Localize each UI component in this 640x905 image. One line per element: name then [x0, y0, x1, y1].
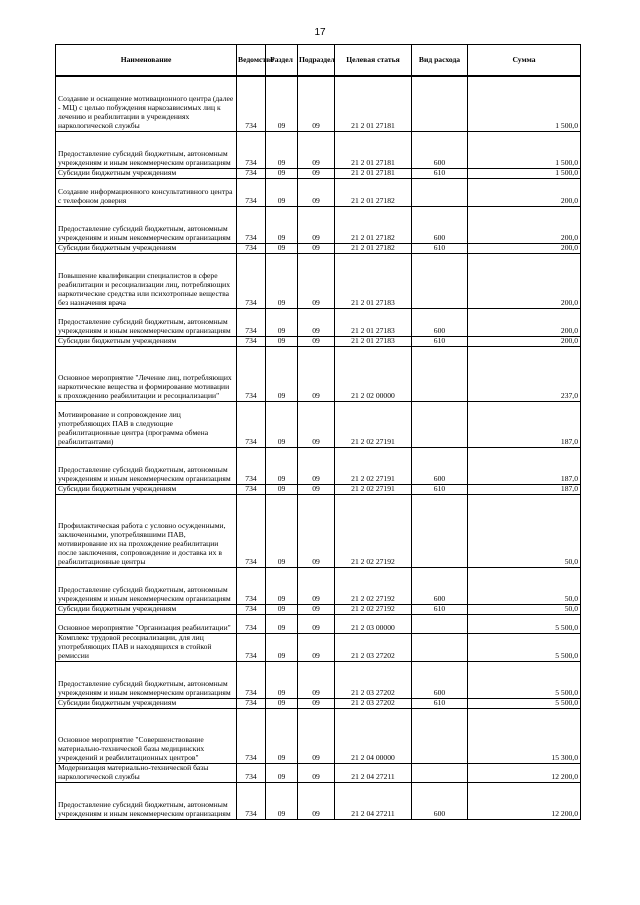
table-row	[56, 698, 581, 708]
row-section: 09	[266, 168, 298, 178]
row-subsection: 09	[298, 494, 335, 567]
row-name: Предоставление субсидий бюджетным, автономным учреждениям и иным некоммерческим организациям	[56, 661, 237, 698]
row-department: 734	[237, 763, 266, 782]
row-name: Предоставление субсидий бюджетным, автономным учреждениям и иным некоммерческим организациям	[56, 782, 237, 819]
row-amount: 5 500,0	[468, 698, 581, 708]
budget-table	[55, 44, 581, 820]
table-row	[56, 763, 581, 782]
row-section: 09	[266, 206, 298, 243]
row-subsection: 09	[298, 206, 335, 243]
row-target-article: 21 2 01 27181	[335, 131, 412, 168]
row-section: 09	[266, 131, 298, 168]
table-row	[56, 178, 581, 206]
row-section: 09	[266, 253, 298, 308]
row-department: 734	[237, 567, 266, 604]
table-row	[56, 782, 581, 819]
row-section: 09	[266, 698, 298, 708]
row-department: 734	[237, 782, 266, 819]
row-amount: 5 500,0	[468, 633, 581, 661]
row-section: 09	[266, 447, 298, 484]
row-subsection: 09	[298, 336, 335, 346]
row-target-article: 21 2 02 27191	[335, 447, 412, 484]
row-department: 734	[237, 661, 266, 698]
row-expense-type: 610	[412, 168, 468, 178]
row-name: Субсидии бюджетным учреждениям	[56, 336, 237, 346]
table-row	[56, 661, 581, 698]
row-amount: 1 500,0	[468, 168, 581, 178]
row-section: 09	[266, 76, 298, 131]
row-section: 09	[266, 401, 298, 447]
row-amount: 50,0	[468, 604, 581, 614]
row-amount: 1 500,0	[468, 131, 581, 168]
row-target-article: 21 2 02 27191	[335, 401, 412, 447]
row-expense-type: 600	[412, 206, 468, 243]
row-expense-type: 600	[412, 308, 468, 336]
row-subsection: 09	[298, 567, 335, 604]
row-target-article: 21 2 03 27202	[335, 661, 412, 698]
header-target-article: Целевая статья	[335, 45, 412, 77]
row-subsection: 09	[298, 168, 335, 178]
table-row	[56, 614, 581, 633]
row-target-article: 21 2 03 27202	[335, 698, 412, 708]
row-department: 734	[237, 614, 266, 633]
row-name: Субсидии бюджетным учреждениям	[56, 168, 237, 178]
row-subsection: 09	[298, 698, 335, 708]
table-row	[56, 253, 581, 308]
table-row	[56, 708, 581, 763]
header-subsection: Подраздел	[298, 45, 335, 77]
row-target-article: 21 2 02 27191	[335, 484, 412, 494]
row-expense-type: 600	[412, 567, 468, 604]
row-department: 734	[237, 168, 266, 178]
row-expense-type	[412, 178, 468, 206]
row-target-article: 21 2 01 27182	[335, 178, 412, 206]
row-name: Основное мероприятие "Организация реабилитации"	[56, 614, 237, 633]
row-target-article: 21 2 04 00000	[335, 708, 412, 763]
table-row	[56, 604, 581, 614]
row-name: Основное мероприятие "Совершенствование материально-технической базы медицинских учреждений и реабилитационных центров"	[56, 708, 237, 763]
table-row	[56, 308, 581, 336]
row-expense-type: 610	[412, 336, 468, 346]
row-section: 09	[266, 604, 298, 614]
row-expense-type	[412, 633, 468, 661]
table-row	[56, 168, 581, 178]
row-amount: 5 500,0	[468, 661, 581, 698]
table-row	[56, 447, 581, 484]
table-row	[56, 346, 581, 401]
row-subsection: 09	[298, 484, 335, 494]
table-row	[56, 243, 581, 253]
header-section: Раздел	[266, 45, 298, 77]
row-name: Создание и оснащение мотивационного центра (далее - МЦ) с целью побуждения наркозависимых лиц к лечению и реабилитации в учреждениях наркологической службы	[56, 76, 237, 131]
row-name: Предоставление субсидий бюджетным, автономным учреждениям и иным некоммерческим организациям	[56, 447, 237, 484]
table-header-row	[56, 45, 581, 77]
row-name: Предоставление субсидий бюджетным, автономным учреждениям и иным некоммерческим организациям	[56, 131, 237, 168]
row-section: 09	[266, 763, 298, 782]
row-amount: 200,0	[468, 253, 581, 308]
row-expense-type: 610	[412, 698, 468, 708]
row-amount: 200,0	[468, 243, 581, 253]
row-name: Предоставление субсидий бюджетным, автономным учреждениям и иным некоммерческим организациям	[56, 308, 237, 336]
row-amount: 187,0	[468, 401, 581, 447]
row-department: 734	[237, 308, 266, 336]
row-department: 734	[237, 178, 266, 206]
row-amount: 187,0	[468, 447, 581, 484]
row-expense-type: 610	[412, 604, 468, 614]
table-row	[56, 633, 581, 661]
row-department: 734	[237, 494, 266, 567]
row-subsection: 09	[298, 131, 335, 168]
header-amount: Сумма	[468, 45, 581, 77]
row-subsection: 09	[298, 308, 335, 336]
row-section: 09	[266, 346, 298, 401]
row-subsection: 09	[298, 661, 335, 698]
row-section: 09	[266, 243, 298, 253]
row-expense-type	[412, 401, 468, 447]
row-department: 734	[237, 604, 266, 614]
row-target-article: 21 2 01 27183	[335, 308, 412, 336]
row-amount: 237,0	[468, 346, 581, 401]
row-department: 734	[237, 76, 266, 131]
row-department: 734	[237, 633, 266, 661]
table-row	[56, 206, 581, 243]
page-number: 17	[314, 27, 326, 38]
row-subsection: 09	[298, 346, 335, 401]
row-target-article: 21 2 02 27192	[335, 567, 412, 604]
row-subsection: 09	[298, 614, 335, 633]
row-department: 734	[237, 401, 266, 447]
row-amount: 5 500,0	[468, 614, 581, 633]
row-amount: 12 200,0	[468, 763, 581, 782]
header-department: Ведомство	[237, 45, 266, 77]
row-expense-type: 610	[412, 484, 468, 494]
row-expense-type	[412, 708, 468, 763]
row-name: Профилактическая работа с условно осужденными, заключенными, употреблявшими ПАВ, мотивирование их на прохождение реабилитации после заключения, сопровождение и доставка их в реабилитационные центры	[56, 494, 237, 567]
row-target-article: 21 2 01 27183	[335, 253, 412, 308]
row-expense-type	[412, 494, 468, 567]
header-name: Наименование	[56, 45, 237, 77]
row-amount: 200,0	[468, 308, 581, 336]
row-name: Предоставление субсидий бюджетным, автономным учреждениям и иным некоммерческим организациям	[56, 567, 237, 604]
row-target-article: 21 2 01 27182	[335, 243, 412, 253]
row-section: 09	[266, 661, 298, 698]
row-section: 09	[266, 336, 298, 346]
row-department: 734	[237, 336, 266, 346]
row-subsection: 09	[298, 243, 335, 253]
row-subsection: 09	[298, 763, 335, 782]
row-section: 09	[266, 178, 298, 206]
table-row	[56, 484, 581, 494]
row-department: 734	[237, 131, 266, 168]
row-section: 09	[266, 308, 298, 336]
row-section: 09	[266, 494, 298, 567]
row-amount: 1 500,0	[468, 76, 581, 131]
row-subsection: 09	[298, 604, 335, 614]
row-subsection: 09	[298, 708, 335, 763]
row-target-article: 21 2 03 00000	[335, 614, 412, 633]
row-name: Субсидии бюджетным учреждениям	[56, 243, 237, 253]
row-expense-type	[412, 346, 468, 401]
row-section: 09	[266, 782, 298, 819]
header-expense-type: Вид расхода	[412, 45, 468, 77]
row-subsection: 09	[298, 178, 335, 206]
row-target-article: 21 2 04 27211	[335, 782, 412, 819]
row-expense-type	[412, 76, 468, 131]
row-name: Субсидии бюджетным учреждениям	[56, 698, 237, 708]
row-name: Модернизация материально-технической базы наркологической службы	[56, 763, 237, 782]
row-target-article: 21 2 02 00000	[335, 346, 412, 401]
row-subsection: 09	[298, 253, 335, 308]
row-department: 734	[237, 484, 266, 494]
row-subsection: 09	[298, 782, 335, 819]
row-expense-type: 600	[412, 131, 468, 168]
table-row	[56, 567, 581, 604]
row-name: Основное мероприятие "Лечение лиц, потребляющих наркотические вещества и формирование мотивации к прохождению реабилитации и ресоциализации"	[56, 346, 237, 401]
row-amount: 50,0	[468, 494, 581, 567]
row-amount: 200,0	[468, 178, 581, 206]
row-target-article: 21 2 02 27192	[335, 494, 412, 567]
row-expense-type	[412, 763, 468, 782]
table-row	[56, 494, 581, 567]
row-section: 09	[266, 708, 298, 763]
row-section: 09	[266, 484, 298, 494]
row-expense-type	[412, 614, 468, 633]
row-name: Предоставление субсидий бюджетным, автономным учреждениям и иным некоммерческим организациям	[56, 206, 237, 243]
row-target-article: 21 2 04 27211	[335, 763, 412, 782]
table-row	[56, 336, 581, 346]
row-section: 09	[266, 567, 298, 604]
row-expense-type: 610	[412, 243, 468, 253]
row-name: Комплекс трудовой ресоциализации, для лиц употребляющих ПАВ и находящихся в стойкой ремиссии	[56, 633, 237, 661]
table-row	[56, 131, 581, 168]
row-name: Мотивирование и сопровождение лиц употребляющих ПАВ в следующие реабилитационные центра (программа обмена реабилитантами)	[56, 401, 237, 447]
row-amount: 12 200,0	[468, 782, 581, 819]
row-department: 734	[237, 708, 266, 763]
row-expense-type: 600	[412, 447, 468, 484]
table-row	[56, 76, 581, 131]
row-expense-type	[412, 253, 468, 308]
row-amount: 15 300,0	[468, 708, 581, 763]
row-department: 734	[237, 243, 266, 253]
row-target-article: 21 2 01 27181	[335, 76, 412, 131]
row-section: 09	[266, 633, 298, 661]
row-name: Субсидии бюджетным учреждениям	[56, 484, 237, 494]
row-subsection: 09	[298, 76, 335, 131]
row-expense-type: 600	[412, 782, 468, 819]
row-target-article: 21 2 03 27202	[335, 633, 412, 661]
row-name: Субсидии бюджетным учреждениям	[56, 604, 237, 614]
row-amount: 200,0	[468, 336, 581, 346]
row-amount: 50,0	[468, 567, 581, 604]
row-department: 734	[237, 447, 266, 484]
row-target-article: 21 2 01 27181	[335, 168, 412, 178]
row-department: 734	[237, 206, 266, 243]
row-target-article: 21 2 01 27183	[335, 336, 412, 346]
row-subsection: 09	[298, 401, 335, 447]
row-name: Повышение квалификации специалистов в сфере реабилитации и ресоциализации лиц, потребляющих наркотические средства или психотропные вещества без назначения врача	[56, 253, 237, 308]
row-name: Создание информационного консультативного центра с телефоном доверия	[56, 178, 237, 206]
row-amount: 200,0	[468, 206, 581, 243]
row-subsection: 09	[298, 447, 335, 484]
row-department: 734	[237, 346, 266, 401]
row-expense-type: 600	[412, 661, 468, 698]
table-row	[56, 401, 581, 447]
row-department: 734	[237, 253, 266, 308]
row-target-article: 21 2 01 27182	[335, 206, 412, 243]
row-department: 734	[237, 698, 266, 708]
row-target-article: 21 2 02 27192	[335, 604, 412, 614]
row-section: 09	[266, 614, 298, 633]
row-subsection: 09	[298, 633, 335, 661]
row-amount: 187,0	[468, 484, 581, 494]
